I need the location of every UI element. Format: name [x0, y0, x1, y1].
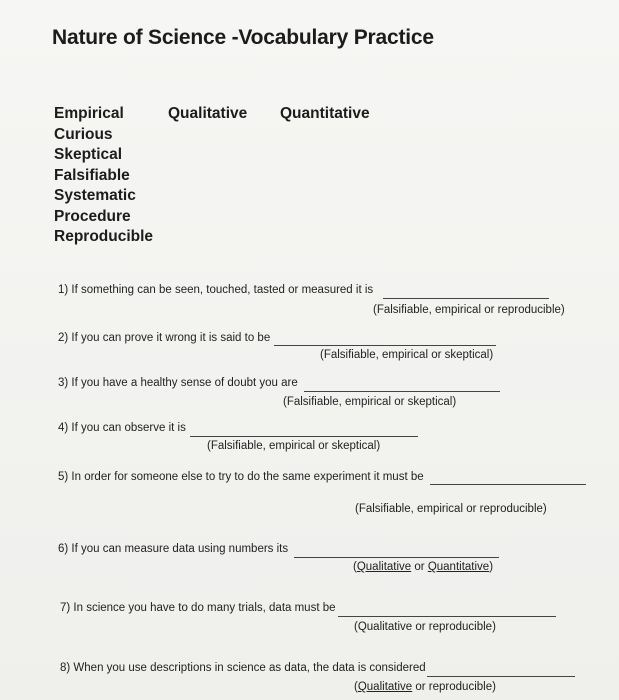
question-text: 5) In order for someone else to try to do the same experiment it must be	[58, 471, 424, 483]
answer-blank[interactable]	[338, 616, 556, 617]
page-title: Nature of Science -Vocabulary Practice	[52, 26, 434, 49]
vocab-word: Qualitative	[168, 105, 248, 122]
answer-options: (Qualitative or reproducible)	[354, 621, 496, 633]
option-quantitative: Quantitative	[427, 561, 490, 573]
answer-blank[interactable]	[383, 298, 549, 299]
answer-blank[interactable]	[430, 484, 586, 485]
question-text: 1) If something can be seen, touched, tasted or measured it is	[58, 284, 374, 296]
answer-blank[interactable]	[190, 436, 418, 437]
vocab-word: Quantitative	[280, 105, 370, 122]
answer-blank[interactable]	[294, 557, 499, 558]
vocab-word: Skeptical	[54, 146, 123, 163]
vocab-word: Procedure	[54, 207, 131, 225]
option-qualitative: Qualitative	[357, 681, 413, 693]
answer-options	[354, 681, 496, 693]
vocabulary-list	[54, 104, 153, 248]
question-text: 3) If you have a healthy sense of doubt you are	[58, 377, 298, 389]
answer-options: (Falsifiable, empirical or reproducible)	[355, 503, 547, 515]
answer-options: (Falsifiable, empirical or skeptical)	[283, 396, 457, 408]
question-text: 2) If you can prove it wrong it is said to be	[58, 332, 271, 344]
vocab-word: Falsifiable	[54, 166, 130, 184]
answer-blank[interactable]	[274, 345, 496, 346]
vocab-word: Systematic	[54, 187, 136, 204]
vocab-word: Curious	[54, 125, 113, 143]
question-text: 6) If you can measure data using numbers its	[58, 543, 289, 555]
answer-options	[353, 561, 493, 573]
answer-options: (Falsifiable, empirical or reproducible)	[373, 304, 565, 316]
option-separator: or	[411, 561, 428, 573]
option-qualitative: Qualitative	[356, 561, 412, 573]
vocab-word: Reproducible	[54, 228, 154, 245]
answer-blank[interactable]	[304, 391, 500, 392]
vocab-word: Empirical	[54, 105, 124, 122]
question-text: 8) When you use descriptions in science as data, the data is considered	[60, 662, 426, 674]
answer-blank[interactable]	[427, 676, 575, 677]
answer-options: (Falsifiable, empirical or skeptical)	[207, 440, 381, 452]
paren-open: (	[354, 681, 358, 693]
answer-options: (Falsifiable, empirical or skeptical)	[320, 349, 494, 361]
paren-close: )	[489, 561, 494, 573]
question-text: 4) If you can observe it is	[58, 422, 186, 434]
option-rest: or reproducible)	[412, 681, 496, 693]
question-text: 7) In science you have to do many trials, data must be	[60, 602, 336, 614]
paren-open: (	[353, 561, 357, 573]
